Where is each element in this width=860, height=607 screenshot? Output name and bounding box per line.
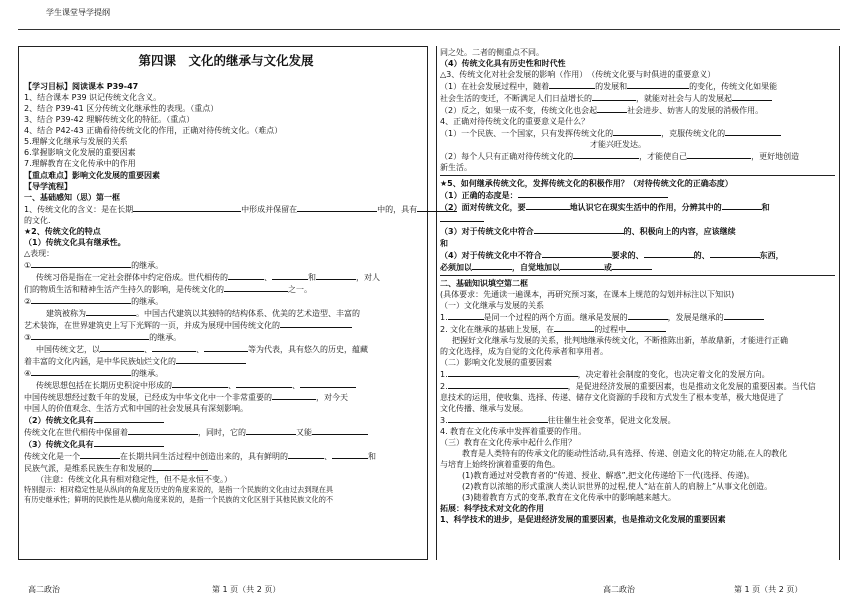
blank[interactable] — [128, 426, 198, 435]
line: 有历史继承性；鲜明的民族性是从横向角度来说的，是指一个民族的文化区别于其他民族文化的不 — [24, 495, 334, 505]
line: （1）在社会发展过程中，随着 的发展和 的变化，传统文化如果能 — [440, 82, 778, 92]
blank[interactable] — [526, 201, 570, 210]
line: 1、结合课本 P39 识记传统文化含义。 — [24, 93, 162, 103]
line: 一、基础感知（思）第一框 — [24, 192, 120, 202]
line: 2. 文化在继承的基础上发展，在 的过程中 — [440, 323, 835, 335]
line: 社会生活的变迁，不断满足人们日益增长的 ，就能对社会与人的发展起 — [440, 92, 835, 104]
blank[interactable] — [300, 379, 356, 388]
blank[interactable] — [332, 450, 368, 459]
line: 必须加以 ，自觉地加以 或 — [440, 261, 835, 273]
blank[interactable] — [31, 367, 131, 376]
line: ★2、传统文化的特点 — [24, 226, 101, 236]
line: 息技术的运用，使收集、选择、传递、储存文化资源的手段和方式发生了根本变革，极大地促进了 — [440, 392, 784, 402]
blank[interactable] — [722, 201, 762, 210]
line: 中国传统文艺，以 、 、 等为代表，具有悠久的历史，蕴藏 — [36, 344, 368, 354]
blank[interactable] — [732, 92, 772, 101]
line: （2）传统文化具有 — [24, 414, 428, 426]
line: （注意：传统文化具有相对稳定性，但不是永恒不变。） — [36, 475, 232, 485]
line: (1)教育通过对受教育者的“传道、授业、解惑”,把文化传递给下一代(选择、传递)。 — [462, 471, 755, 481]
blank[interactable] — [228, 271, 264, 280]
header-label: 学生课堂导学提纲 — [46, 8, 110, 17]
blank[interactable] — [613, 127, 661, 136]
blank[interactable] — [687, 150, 751, 159]
line: （2）面对传统文化，要 地认识它在现实生活中的作用，分辨其中的 和 — [440, 203, 770, 213]
left-column — [24, 52, 428, 505]
line: (3)随着教育方式的变革,教育在文化传承中的影响越来越大。 — [462, 493, 676, 503]
line: ④ 的继承。 — [24, 369, 164, 379]
line: （一）文化继承与发展的关系 — [440, 300, 544, 310]
blank[interactable] — [204, 343, 248, 352]
lesson-title: 第四课 文化的继承与文化发展 — [138, 53, 314, 68]
line: 3、结合 P39-42 理解传统文化的特征。（重点） — [24, 115, 195, 125]
blank[interactable] — [312, 426, 368, 435]
line: 【导学流程】 — [24, 181, 72, 191]
blank[interactable] — [560, 261, 604, 270]
blank[interactable] — [644, 249, 694, 258]
footer-subject: 高二政治 — [603, 585, 635, 594]
blank[interactable] — [448, 380, 568, 389]
line: 艺术装饰，在世界建筑史上写下光辉的一页，并成为展现中国传统文化的 — [24, 319, 428, 331]
line: （4）传统文化具有历史性和时代性 — [440, 59, 566, 69]
line: （1）传统文化具有继承性。 — [24, 237, 126, 247]
blank[interactable] — [100, 343, 144, 352]
blank[interactable] — [440, 213, 484, 222]
line: 2. ，是促进经济发展的重要因素，也是推动文化发展的重要因素。当代信 — [440, 381, 816, 391]
line: （二）影响文化发展的重要因素 — [440, 357, 552, 367]
blank[interactable] — [448, 311, 484, 320]
blank[interactable] — [86, 307, 136, 316]
line: 传统思想包括在长期历史积淀中形成的 、 、 — [24, 379, 428, 391]
blank[interactable] — [626, 323, 666, 332]
line: 3. 往往催生社会变革，促进文化发展。 — [440, 415, 676, 425]
blank[interactable] — [94, 438, 164, 447]
blank[interactable] — [725, 127, 781, 136]
blank[interactable] — [236, 379, 292, 388]
line: （1）一个民族、一个国家，只有发挥传统文化的 ，克服传统文化的 — [440, 127, 835, 139]
line: 1、传统文化的含义：是在长期 中形成并保留在 中的，具有 — [24, 203, 428, 215]
blank[interactable] — [297, 203, 377, 212]
line: (具体要求：先通读一遍课本，再研究预习案，在课本上规范的勾划并标注以下知识) — [440, 289, 735, 299]
blank[interactable] — [272, 391, 316, 400]
line: 和 — [440, 238, 448, 248]
blank[interactable] — [534, 225, 624, 234]
blank[interactable] — [280, 319, 352, 328]
blank[interactable] — [31, 259, 131, 268]
line: （4）对于传统文化中不符合 要求的、 的、 东西， — [440, 250, 784, 260]
line: 们的物质生活和精神生活产生持久的影响，是传统文化的 之一。 — [24, 284, 312, 294]
line: （三）教育在文化传承中起什么作用？ — [440, 438, 576, 448]
line: 二、基础知识填空第二框 — [440, 278, 528, 288]
line: （2）反之，如果一成不变，传统文化也会起 社会进步、妨害人的发展的消极作用。 — [440, 106, 764, 116]
blank[interactable] — [472, 261, 512, 270]
blank[interactable] — [448, 368, 578, 377]
line: ① 的继承。 — [24, 260, 164, 270]
line: 7.理解教育在文化传承中的作用 — [24, 159, 136, 169]
blank[interactable] — [612, 261, 652, 270]
footer-page: 第 1 页（共 2 页） — [212, 585, 281, 594]
footer-subject: 高二政治 — [28, 585, 60, 594]
line: 才能兴旺发达。 — [590, 140, 646, 150]
line: 教育是人类特有的传承文化的能动性活动,具有选择、传递、创造文化的特定功能,在人的教化 — [462, 449, 788, 459]
blank[interactable] — [628, 311, 668, 320]
line: 的文化选择，成为自觉的文化传承者和享用者。 — [440, 346, 608, 356]
line: 传统文化是一个 在长期共同生活过程中创造出来的，具有鲜明的 、 和 — [24, 452, 376, 462]
blank[interactable] — [573, 150, 639, 159]
blank[interactable] — [592, 92, 636, 101]
blank[interactable] — [80, 450, 120, 459]
blank[interactable] — [448, 414, 548, 423]
line: 同之处。二者的侧重点不同。 — [440, 48, 544, 57]
line: 特别提示：相对稳定性是从纵向的角度及历史的角度来说的，是指一个民族的文化由过去到现在具 — [24, 485, 334, 495]
line: 4、结合 P42-43 正确看待传统文化的作用，正确对待传统文化。（难点） — [24, 126, 283, 136]
line: ★5、如何继承传统文化，发挥传统文化的积极作用？（对待传统文化的正确态度） — [440, 179, 733, 189]
line: 新生活。 — [440, 163, 472, 173]
blank[interactable] — [597, 104, 627, 113]
line: 与培育上始终扮演着重要的角色。 — [440, 460, 560, 470]
line: 6.掌握影响文化发展的重要因素 — [24, 148, 136, 158]
line: ③ 的继承。 — [24, 332, 182, 342]
line: （3）对于传统文化中符合 的、积极向上的内容，应该继续 — [440, 227, 736, 237]
blank[interactable] — [246, 426, 296, 435]
line: ② 的继承。 — [24, 296, 164, 306]
blank[interactable] — [152, 462, 208, 471]
line: （3）传统文化具有 — [24, 438, 428, 450]
blank[interactable] — [288, 450, 324, 459]
line: 的文化. — [24, 215, 51, 225]
line: （2）每个人只有正确对待传统文化的 ，才能使自己 ，更好地创造 — [440, 152, 800, 162]
blank[interactable] — [518, 189, 668, 198]
header-rule — [18, 29, 840, 30]
blank[interactable] — [31, 331, 149, 340]
line: （1）正确的态度是： — [440, 189, 835, 201]
blank[interactable] — [176, 355, 246, 364]
blank[interactable] — [172, 379, 228, 388]
line: 拓展：科学技术对文化的作用 — [440, 504, 544, 514]
line: 民族气派，是维系民族生存和发展的 — [24, 462, 428, 474]
blank[interactable] — [542, 249, 612, 258]
blank[interactable] — [94, 414, 164, 423]
line: 文化传播、继承与发展。 — [440, 403, 528, 413]
blank[interactable] — [31, 295, 131, 304]
right-column — [440, 47, 835, 525]
line: 中国人的价值观念、生活方式和中国的社会发展具有深刻影响。 — [24, 404, 248, 414]
line: △3、传统文化对社会发展的影响（作用） （传统文化要与时俱进的重要意义） — [440, 70, 716, 80]
line: 传统文化在世代相传中保留着 ，同时，它的 又能 — [24, 426, 428, 438]
line — [440, 213, 835, 225]
blank[interactable] — [554, 323, 594, 332]
blank[interactable] — [627, 80, 689, 89]
blank[interactable] — [152, 343, 196, 352]
line: 2、结合 P39-41 区分传统文化继承性的表现。（重点） — [24, 104, 219, 114]
footer-page: 第 1 页（共 2 页） — [734, 585, 803, 594]
line: 传统习俗是指在一定社会群体中约定俗成。世代相传的 、 和 ，对人 — [36, 272, 380, 282]
line: 【重点难点】影响文化发展的重要因素 — [24, 170, 160, 180]
blank[interactable] — [549, 80, 595, 89]
blank[interactable] — [710, 249, 760, 258]
line: (2)教育以浓缩的形式重演人类认识世界的过程,使人“站在前人的肩膀上”从事文化创造。 — [462, 482, 773, 492]
line: 4. 教育在文化传承中发挥着重要的作用。 — [440, 427, 587, 436]
line: 4、正确对待传统文化的重要意义是什么？ — [440, 117, 590, 127]
line: 把握好文化继承与发展的关系，批判地继承传统文化，不断推陈出新，革故鼎新，才能进行正确 — [452, 335, 788, 345]
line: △表现： — [24, 248, 55, 258]
line: 着丰富的文化内涵，是中华民族灿烂文化的 — [24, 355, 428, 367]
divider — [440, 275, 835, 276]
line: 1、科学技术的进步，是促进经济发展的重要因素，也是推动文化发展的重要因素 — [440, 515, 726, 525]
line: 【学习目标】阅读课本 P39-47 — [24, 82, 139, 92]
blank[interactable] — [224, 283, 288, 292]
divider — [440, 175, 835, 176]
blank[interactable] — [272, 271, 308, 280]
blank[interactable] — [133, 203, 241, 212]
blank[interactable] — [316, 271, 356, 280]
blank[interactable] — [724, 311, 764, 320]
line: 中国传统思想经过数千年的发展，已经成为中华文化中一个非常重要的 ，对今天 — [24, 393, 348, 403]
line: 1. ，决定着社会制度的变化，也决定着文化的发展方向。 — [440, 369, 770, 379]
line: 1. 是同一个过程的两个方面。继承是发展的 ，发展是继承的 — [440, 311, 835, 323]
line: 5.理解文化继承与发展的关系 — [24, 137, 128, 147]
line: 建筑被称为 。中国古代建筑以其独特的结构体系、优美的艺术造型、丰富的 — [46, 308, 360, 318]
